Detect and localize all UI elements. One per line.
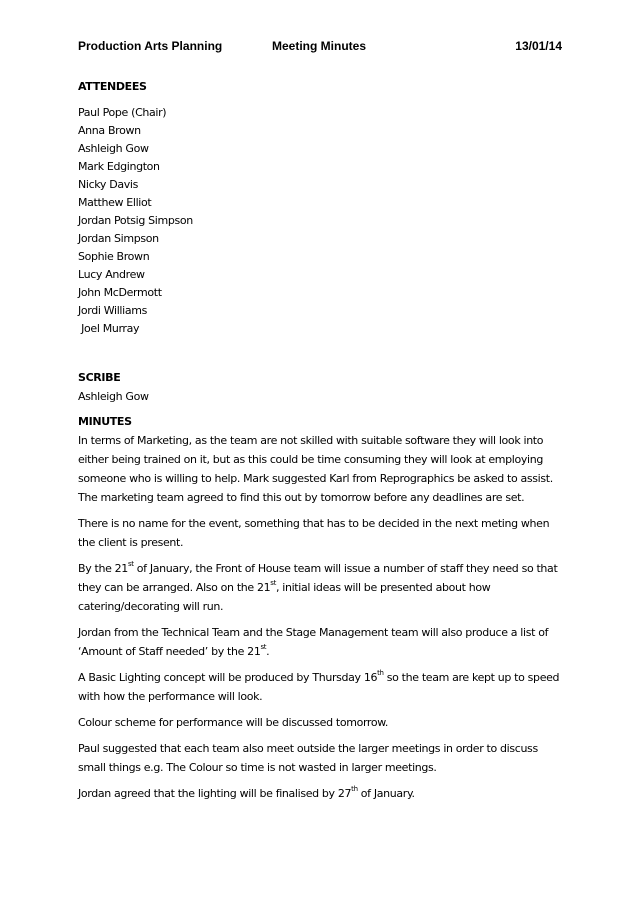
attendee-list [78,104,562,338]
scribe-heading: SCRIBE [78,371,121,384]
attendee-name: Lucy Andrew [78,268,145,281]
attendee-name: Nicky Davis [78,178,138,191]
text-run: , initial ideas will be presented about how catering/decorating will run. [78,581,491,613]
text-run: of January. [357,787,415,800]
ordinal-suffix: st [260,643,267,652]
attendee-name: Joel Murray [78,322,140,335]
text-run: Jordan agreed that the lighting will be finalised by 27 [78,787,352,800]
attendee-name: Anna Brown [78,124,141,137]
minutes-paragraph-colour-scheme: Colour scheme for performance will be discussed tomorrow. [78,716,389,729]
text-run: A Basic Lighting concept will be produced by Thursday 16 [78,671,378,684]
header-project-title: Production Arts Planning [78,39,223,53]
minutes-paragraph-lighting-concept [78,668,562,706]
attendee-name: Paul Pope (Chair) [78,106,167,119]
minutes-paragraph-lighting-final [78,784,562,803]
ordinal-suffix: th [351,785,358,794]
attendee-name: Jordi Williams [78,304,147,317]
ordinal-suffix: th [377,669,384,678]
text-run: By the 21 [78,562,128,575]
attendee-name: Jordan Potsig Simpson [78,214,193,227]
attendee-name: Ashleigh Gow [78,142,149,155]
header-date: 13/01/14 [515,39,562,53]
scribe-section [78,368,562,406]
minutes-paragraph-front-of-house [78,559,562,616]
minutes-paragraph-technical-team [78,623,562,661]
attendees-heading: ATTENDEES [78,80,147,93]
minutes-paragraph-marketing: In terms of Marketing, as the team are not skilled with suitable software they will look into either being trained on it, but as this could be time consuming they will look at employing someone who is willing to help. Mark suggested Karl from Reprographics be asked to assist. The marketing team agreed to find this out by tomorrow before any deadlines are set. [78,434,553,504]
header-document-type: Meeting Minutes [272,39,367,53]
attendee-name: Mark Edgington [78,160,160,173]
text-run: of January, the Front of House team will issue a number of staff they need so that they can be arranged. Also on the 21 [78,562,558,594]
minutes-paragraph-event-name: There is no name for the event, something that has to be decided in the next meting when the client is present. [78,517,550,549]
text-run: . [266,645,270,658]
scribe-name: Ashleigh Gow [78,390,149,403]
minutes-section [78,412,562,810]
attendee-name: John McDermott [78,286,162,299]
attendee-name: Jordan Simpson [78,232,159,245]
attendee-name: Matthew Elliot [78,196,152,209]
attendee-name: Sophie Brown [78,250,150,263]
minutes-paragraph-team-meetings: Paul suggested that each team also meet outside the larger meetings in order to discuss small things e.g. The Colour so time is not wasted in larger meetings. [78,742,538,774]
text-run: so the team are kept up to speed with how the performance will look. [78,671,560,703]
ordinal-suffix: st [127,560,134,569]
page-header [78,38,562,54]
text-run: Jordan from the Technical Team and the Stage Management team will also produce a list of ‘Amount of Staff needed’ by the 21 [78,626,549,658]
ordinal-suffix: st [270,579,276,588]
minutes-heading: MINUTES [78,415,132,428]
